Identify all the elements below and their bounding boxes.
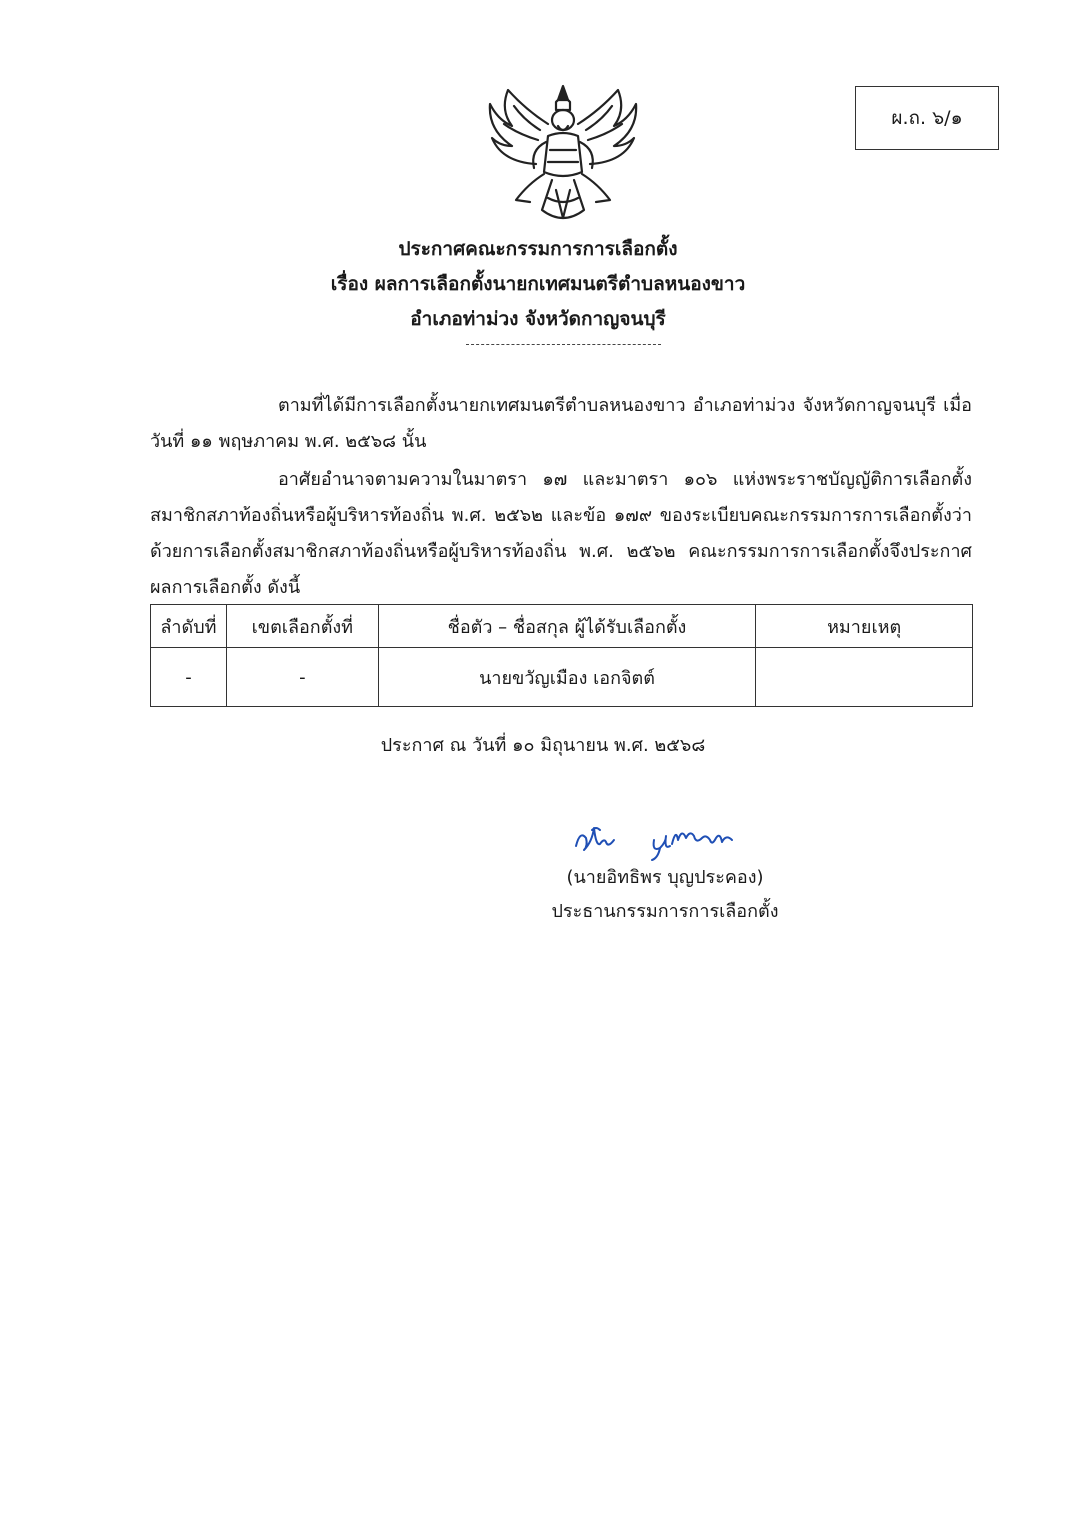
title-divider [466,344,661,345]
form-code-box [855,86,999,150]
paragraph-1-text: ตามที่ได้มีการเลือกตั้งนายกเทศมนตรีตำบลหนองขาว อำเภอท่าม่วง จังหวัดกาญจนบุรี เมื่อวันที่ ๑๑ พฤษภาคม พ.ศ. ๒๕๖๘ นั้น [150,395,972,452]
table-header-row [151,605,973,648]
header-district: เขตเลือกตั้งที่ [226,605,378,648]
cell-name: นายขวัญเมือง เอกจิตต์ [378,648,755,707]
header-order: ลำดับที่ [151,605,227,648]
paragraph-1 [150,388,972,460]
table-row [151,648,973,707]
cell-order: - [151,648,227,707]
title-line-3: อำเภอท่าม่วง จังหวัดกาญจนบุรี [410,308,666,330]
announce-date: ประกาศ ณ วันที่ ๑๐ มิถุนายน พ.ศ. ๒๕๖๘ [380,735,706,756]
form-code: ผ.ถ. ๖/๑ [891,107,963,129]
announcement-title [0,232,1076,337]
header-remark: หมายเหตุ [756,605,973,648]
paragraph-2-text: อาศัยอำนาจตามความในมาตรา ๑๗ และมาตรา ๑๐๖ แห่งพระราชบัญญัติการเลือกตั้งสมาชิกสภาท้องถิ่นหรือผู้บริหารท้องถิ่น พ.ศ. ๒๕๖๒ และข้อ ๑๗๙ ของระเบียบคณะกรรมการการเลือกตั้งว่าด้วยการเลือกตั้งสมาชิกสภาท้องถิ่นหรือผู้บริหารท้องถิ่น พ.ศ. ๒๕๖๒ คณะกรรมการการเลือกตั้งจึงประกาศผลการเลือกตั้ง ดังนี้ [150,469,972,598]
signer-title: ประธานกรรมการการเลือกตั้ง [551,901,779,922]
title-line-2: เรื่อง ผลการเลือกตั้งนายกเทศมนตรีตำบลหนองขาว [330,273,746,295]
paragraph-2 [150,462,972,606]
handwritten-signature [570,816,750,862]
signer-name: (นายอิทธิพร บุญประคอง) [566,867,764,888]
header-name: ชื่อตัว – ชื่อสกุล ผู้ได้รับเลือกตั้ง [378,605,755,648]
cell-district: - [226,648,378,707]
title-line-1: ประกาศคณะกรรมการการเลือกตั้ง [398,238,678,260]
cell-remark [756,648,973,707]
election-results-table [150,604,973,707]
garuda-emblem [478,80,648,230]
